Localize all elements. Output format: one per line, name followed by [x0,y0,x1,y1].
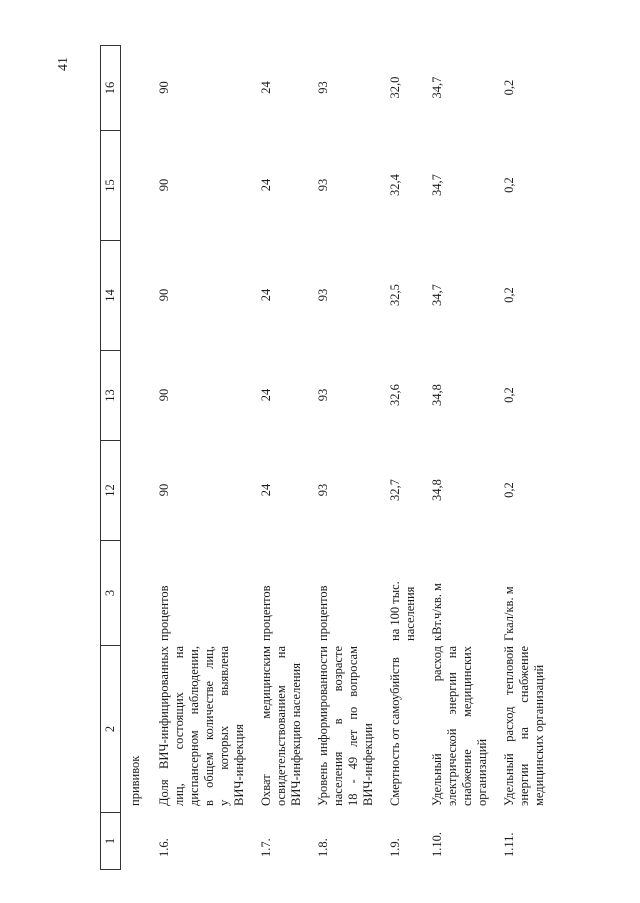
indicator-line: в общем количестве лиц, [202,646,216,806]
unit-line: процентов [259,585,273,641]
value-col-12: 34,8 [430,479,444,501]
value-col-13: 24 [259,388,273,402]
indicator-line: прививок [128,755,142,806]
page-number: 41 [56,57,71,71]
value-col-15: 34,7 [430,174,444,196]
indicator-line: ВИЧ-инфекция [232,724,246,806]
value-col-14: 34,7 [430,284,444,306]
row-number: 1.8. [316,838,330,857]
indicator-cell [157,645,247,812]
value-col-12: 0,2 [502,482,516,498]
indicator-line: Доля ВИЧ-инфицированных [157,646,171,806]
unit-line: процентов [157,585,171,641]
value-col-14: 32,5 [388,284,402,306]
unit-line: на 100 тыс. [388,581,402,641]
indicator-cell [430,645,490,812]
header-col-14: 14 [101,240,120,350]
row-number: 1.10. [430,832,444,857]
value-col-12: 93 [316,483,330,497]
indicator-cell [388,645,418,812]
header-col-13: 13 [101,350,120,440]
value-col-12: 32,7 [388,479,402,501]
value-col-16: 34,7 [430,76,444,99]
indicator-cell [316,645,376,812]
indicator-line: Удельный расход [430,646,444,806]
indicator-line: населения в возрасте [331,646,345,806]
indicator-line: медицинских организаций [532,664,546,806]
value-col-13: 32,6 [388,384,402,406]
table-body [128,45,559,870]
value-col-13: 93 [316,388,330,402]
indicator-line: организаций [475,738,489,806]
value-col-16: 24 [259,81,273,94]
indicator-line: электрической энергии на [445,646,459,806]
indicator-line: ВИЧ-инфекции [361,723,375,806]
row-number: 1.9. [388,838,402,857]
indicator-line: Смертность от самоубийств [388,657,402,806]
indicator-line: Удельный расход тепловой [502,646,516,806]
row-number: 1.11. [502,832,516,857]
header-col-12: 12 [101,440,120,540]
value-col-14: 24 [259,288,273,302]
header-col-2: 2 [101,645,120,812]
value-col-14: 93 [316,288,330,302]
unit-line: процентов [316,585,330,641]
value-col-16: 90 [157,81,171,94]
value-col-15: 32,4 [388,174,402,196]
unit-line: кВт.ч/кв. м [430,583,444,641]
value-col-13: 0,2 [502,387,516,403]
table-row [502,45,547,870]
value-col-12: 24 [259,483,273,497]
table-row [259,45,304,870]
header-col-15: 15 [101,130,120,240]
indicator-line: снабжение медицинских [460,646,474,806]
indicator-cell [128,645,143,812]
indicator-line: освидетельствованием на [274,646,288,806]
value-col-16: 0,2 [502,79,516,96]
unit-cell [430,540,490,645]
row-number: 1.7. [259,838,273,857]
header-col-3: 3 [101,540,120,645]
indicator-line: Уровень информированности [316,646,330,806]
row-number: 1.6. [157,838,171,857]
row-number-cell [128,812,143,870]
indicator-line: лиц, состоящих на [172,646,186,806]
value-col-13: 34,8 [430,384,444,406]
header-col-1: 1 [101,812,120,870]
table-row [157,45,247,870]
value-col-14: 0,2 [502,287,516,303]
header-col-16: 16 [101,45,120,130]
unit-cell [316,540,376,645]
table-header-row [100,45,121,870]
unit-line: Гкал/кв. м [502,586,516,641]
indicator-line: у которых выявлена [217,646,231,806]
table-row-continuation [128,45,143,870]
value-col-12: 90 [157,483,171,497]
indicator-line: 18 - 49 лет по вопросам [346,646,360,806]
unit-cell [259,540,304,645]
value-col-15: 93 [316,178,330,192]
indicator-cell [502,645,547,812]
unit-cell [157,540,247,645]
table-row [430,45,490,870]
indicator-line: энергии на снабжение [517,646,531,806]
value-col-16: 32,0 [388,76,402,99]
value-col-13: 90 [157,388,171,402]
indicator-line: ВИЧ-инфекцию населения [289,663,303,806]
indicator-cell [259,645,304,812]
value-col-15: 24 [259,178,273,192]
unit-cell [388,540,418,645]
table-row [316,45,376,870]
value-col-15: 0,2 [502,177,516,193]
value-col-14: 90 [157,288,171,302]
value-col-15: 90 [157,178,171,192]
indicator-line: Охват медицинским [259,646,273,806]
unit-line: населения [403,586,417,641]
unit-cell [502,540,547,645]
value-col-16: 93 [316,81,330,94]
table-row [388,45,418,870]
indicator-line: диспансерном наблюдении, [187,646,201,806]
